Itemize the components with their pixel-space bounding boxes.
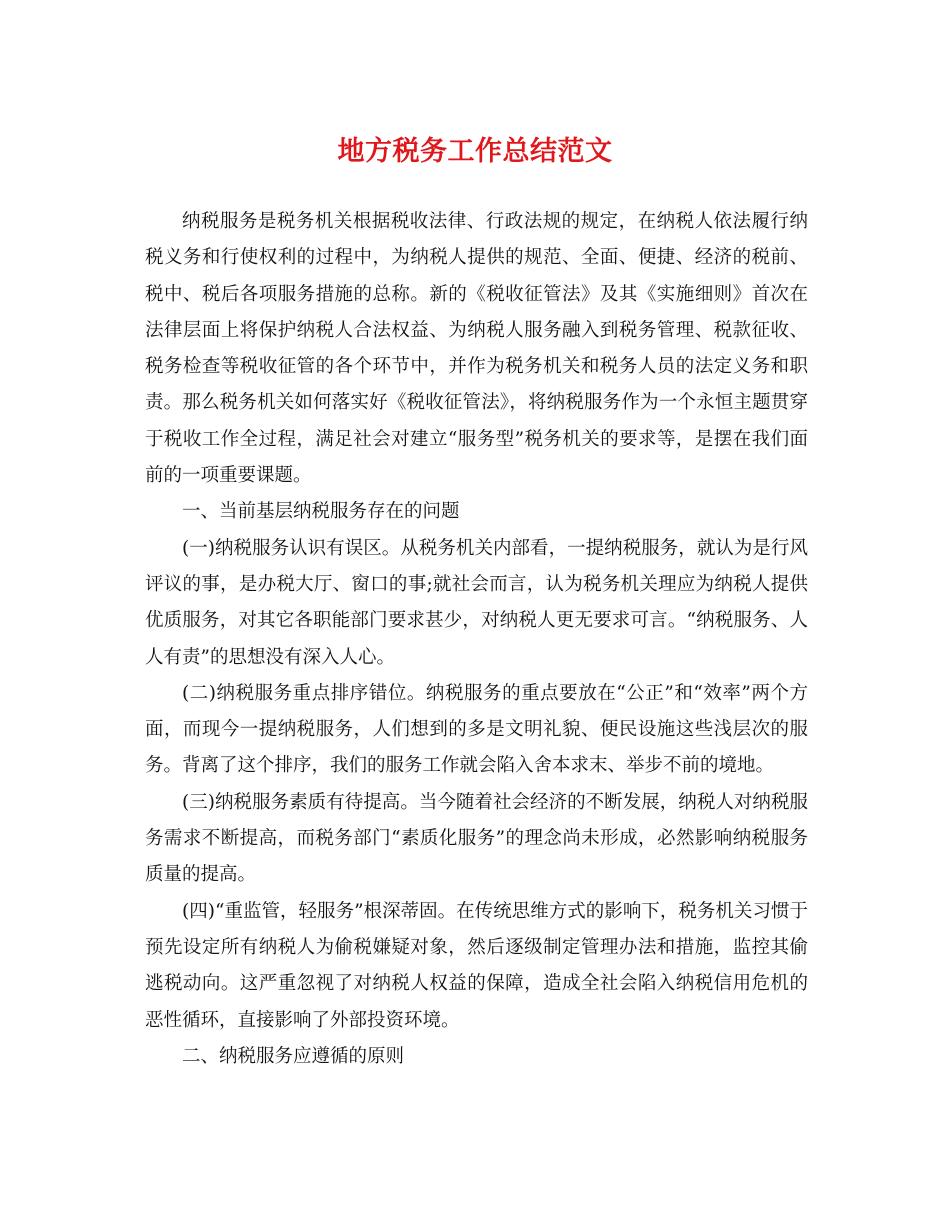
paragraph-problem-1: (一)纳税服务认识有误区。从税务机关内部看，一提纳税服务，就认为是行风评议的事，是办税大厅、窗口的事;就社会而言，认为税务机关理应为纳税人提供优质服务，对其它各职能部门要求甚少，对纳税人更无要求可言。“纳税服务、人人有责”的思想没有深入人心。: [145, 537, 808, 668]
document-title: 地方税务工作总结范文: [337, 136, 613, 167]
document-body: [145, 204, 808, 1075]
paragraph-problem-2: (二)纳税服务重点排序错位。纳税服务的重点要放在“公正”和“效率”两个方面，而现今一提纳税服务，人们想到的多是文明礼貌、便民设施这些浅层次的服务。背离了这个排序，我们的服务工作就会陷入舍本求末、举步不前的境地。: [145, 682, 808, 777]
section-heading-principles: 二、纳税服务应遵循的原则: [182, 1045, 405, 1067]
section-heading-problems: 一、当前基层纳税服务存在的问题: [182, 501, 460, 523]
paragraph-intro: 纳税服务是税务机关根据税收法律、行政法规的规定，在纳税人依法履行纳税义务和行使权利的过程中，为纳税人提供的规范、全面、便捷、经济的税前、税中、税后各项服务措施的总称。新的《税收征管法》及其《实施细则》首次在法律层面上将保护纳税人合法权益、为纳税人服务融入到税务管理、税款征收、税务检查等税收征管的各个环节中，并作为税务机关和税务人员的法定义务和职责。那么税务机关如何落实好《税收征管法》，将纳税服务作为一个永恒主题贯穿于税收工作全过程，满足社会对建立“服务型”税务机关的要求等，是摆在我们面前的一项重要课题。: [145, 211, 808, 487]
paragraph-problem-4: (四)“重监管，轻服务”根深蒂固。在传统思维方式的影响下，税务机关习惯于预先设定所有纳税人为偷税嫌疑对象，然后逐级制定管理办法和措施，监控其偷逃税动向。这严重忽视了对纳税人权益的保障，造成全社会陷入纳税信用危机的恶性循环，直接影响了外部投资环境。: [145, 900, 808, 1031]
paragraph-problem-3: (三)纳税服务素质有待提高。当今随着社会经济的不断发展，纳税人对纳税服务需求不断提高，而税务部门“素质化服务”的理念尚未形成，必然影响纳税服务质量的提高。: [145, 791, 808, 886]
